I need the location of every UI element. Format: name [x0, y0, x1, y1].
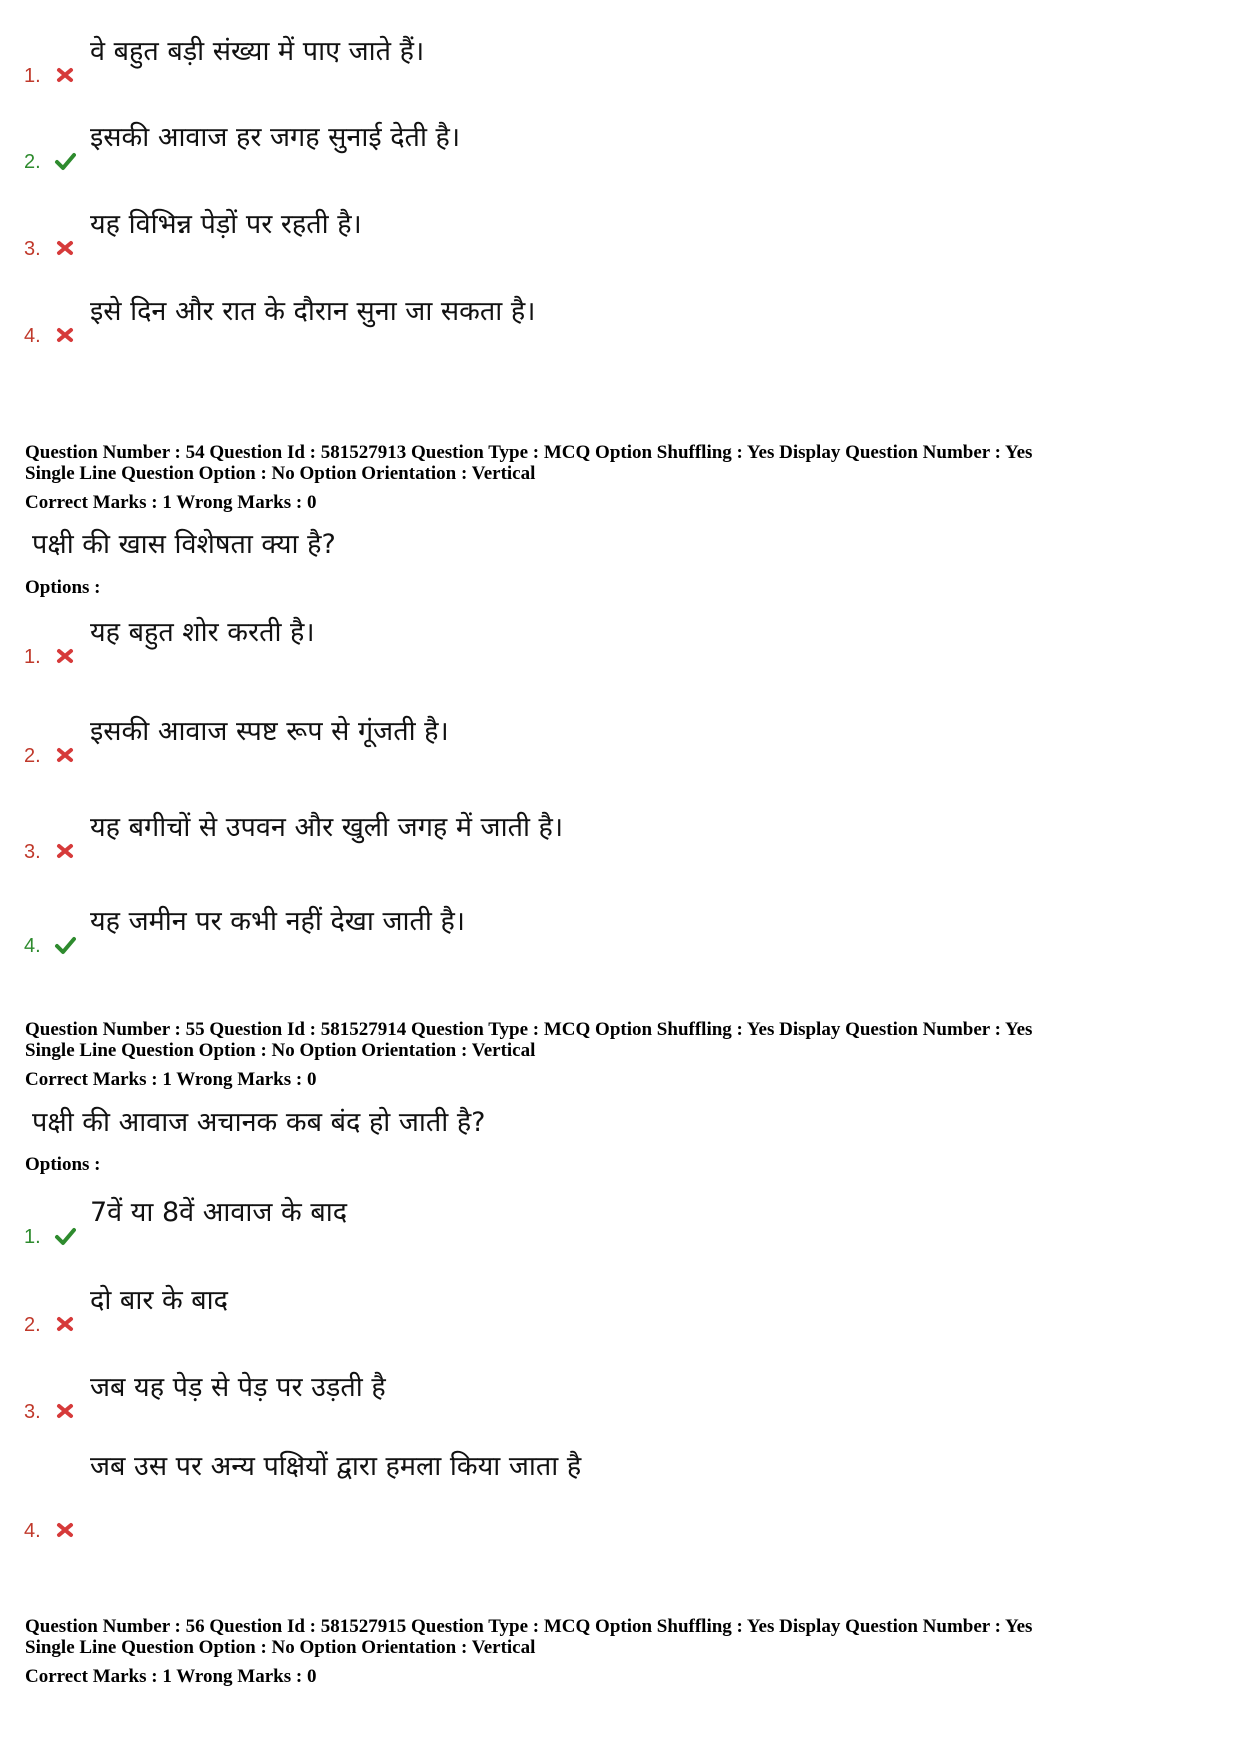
q54-meta-line2: Single Line Question Option : No Option Orientation : Vertical [25, 463, 536, 484]
option-text: जब यह पेड़ से पेड़ पर उड़ती है [90, 1372, 386, 1403]
q54-option-4 [22, 902, 1202, 962]
option-number: 1. [24, 646, 41, 668]
q55-options-label: Options : [25, 1154, 101, 1175]
q56-marks: Correct Marks : 1 Wrong Marks : 0 [25, 1666, 317, 1687]
q54-question-text: पक्षी की खास विशेषता क्या है? [32, 529, 336, 560]
option-number: 2. [24, 1314, 41, 1336]
cross-icon [54, 237, 76, 259]
option-number: 3. [24, 1401, 41, 1423]
option-number: 2. [24, 151, 41, 173]
cross-icon [54, 64, 76, 86]
option-text: इसे दिन और रात के दौरान सुना जा सकता है। [90, 296, 536, 327]
q55-question-text: पक्षी की आवाज अचानक कब बंद हो जाती है? [32, 1107, 486, 1138]
q55-option-4 [22, 1447, 1202, 1547]
q54-meta [25, 442, 1215, 484]
cross-icon [54, 645, 76, 667]
q54-options-label: Options : [25, 577, 101, 598]
cross-icon [54, 1313, 76, 1335]
option-number: 4. [24, 325, 41, 347]
prev-option-2 [22, 118, 1202, 178]
option-number: 1. [24, 1226, 41, 1248]
option-text: इसकी आवाज हर जगह सुनाई देती है। [90, 122, 461, 153]
cross-icon [54, 1400, 76, 1422]
prev-option-4 [22, 292, 1202, 352]
q54-option-1 [22, 613, 1202, 673]
check-icon [54, 1225, 76, 1247]
option-text: वे बहुत बड़ी संख्या में पाए जाते हैं। [90, 36, 425, 67]
option-text: यह जमीन पर कभी नहीं देखा जाती है। [90, 906, 466, 937]
q55-meta [25, 1019, 1215, 1061]
q54-meta-line1: Question Number : 54 Question Id : 581527913 Question Type : MCQ Option Shuffling : Yes Display Question Number : Yes [25, 442, 1033, 463]
q56-meta-line2: Single Line Question Option : No Option Orientation : Vertical [25, 1637, 536, 1658]
q54-marks: Correct Marks : 1 Wrong Marks : 0 [25, 492, 317, 513]
option-text: यह बहुत शोर करती है। [90, 617, 315, 648]
cross-icon [54, 324, 76, 346]
q54-option-2 [22, 712, 1202, 772]
option-text: यह बगीचों से उपवन और खुली जगह में जाती है। [90, 812, 564, 843]
option-number: 2. [24, 745, 41, 767]
q55-meta-line2: Single Line Question Option : No Option Orientation : Vertical [25, 1040, 536, 1061]
option-number: 3. [24, 841, 41, 863]
option-text: दो बार के बाद [90, 1285, 229, 1316]
q55-marks: Correct Marks : 1 Wrong Marks : 0 [25, 1069, 317, 1090]
q56-meta-line1: Question Number : 56 Question Id : 581527915 Question Type : MCQ Option Shuffling : Yes Display Question Number : Yes [25, 1616, 1033, 1637]
q55-option-3 [22, 1368, 1202, 1428]
q55-option-2 [22, 1281, 1202, 1341]
check-icon [54, 150, 76, 172]
option-number: 3. [24, 238, 41, 260]
cross-icon [54, 744, 76, 766]
q56-meta [25, 1616, 1215, 1658]
q55-meta-line1: Question Number : 55 Question Id : 581527914 Question Type : MCQ Option Shuffling : Yes Display Question Number : Yes [25, 1019, 1033, 1040]
q54-option-3 [22, 808, 1202, 868]
option-text: यह विभिन्न पेड़ों पर रहती है। [90, 209, 362, 240]
option-number: 4. [24, 935, 41, 957]
option-text: जब उस पर अन्य पक्षियों द्वारा हमला किया जाता है [90, 1451, 582, 1482]
prev-option-1 [22, 32, 1202, 92]
prev-option-3 [22, 205, 1202, 265]
option-text: 7वें या 8वें आवाज के बाद [90, 1197, 348, 1228]
option-text: इसकी आवाज स्पष्ट रूप से गूंजती है। [90, 716, 449, 747]
check-icon [54, 934, 76, 956]
option-number: 1. [24, 65, 41, 87]
cross-icon [54, 840, 76, 862]
q55-option-1 [22, 1193, 1202, 1253]
option-number: 4. [24, 1520, 41, 1542]
cross-icon [54, 1519, 76, 1541]
